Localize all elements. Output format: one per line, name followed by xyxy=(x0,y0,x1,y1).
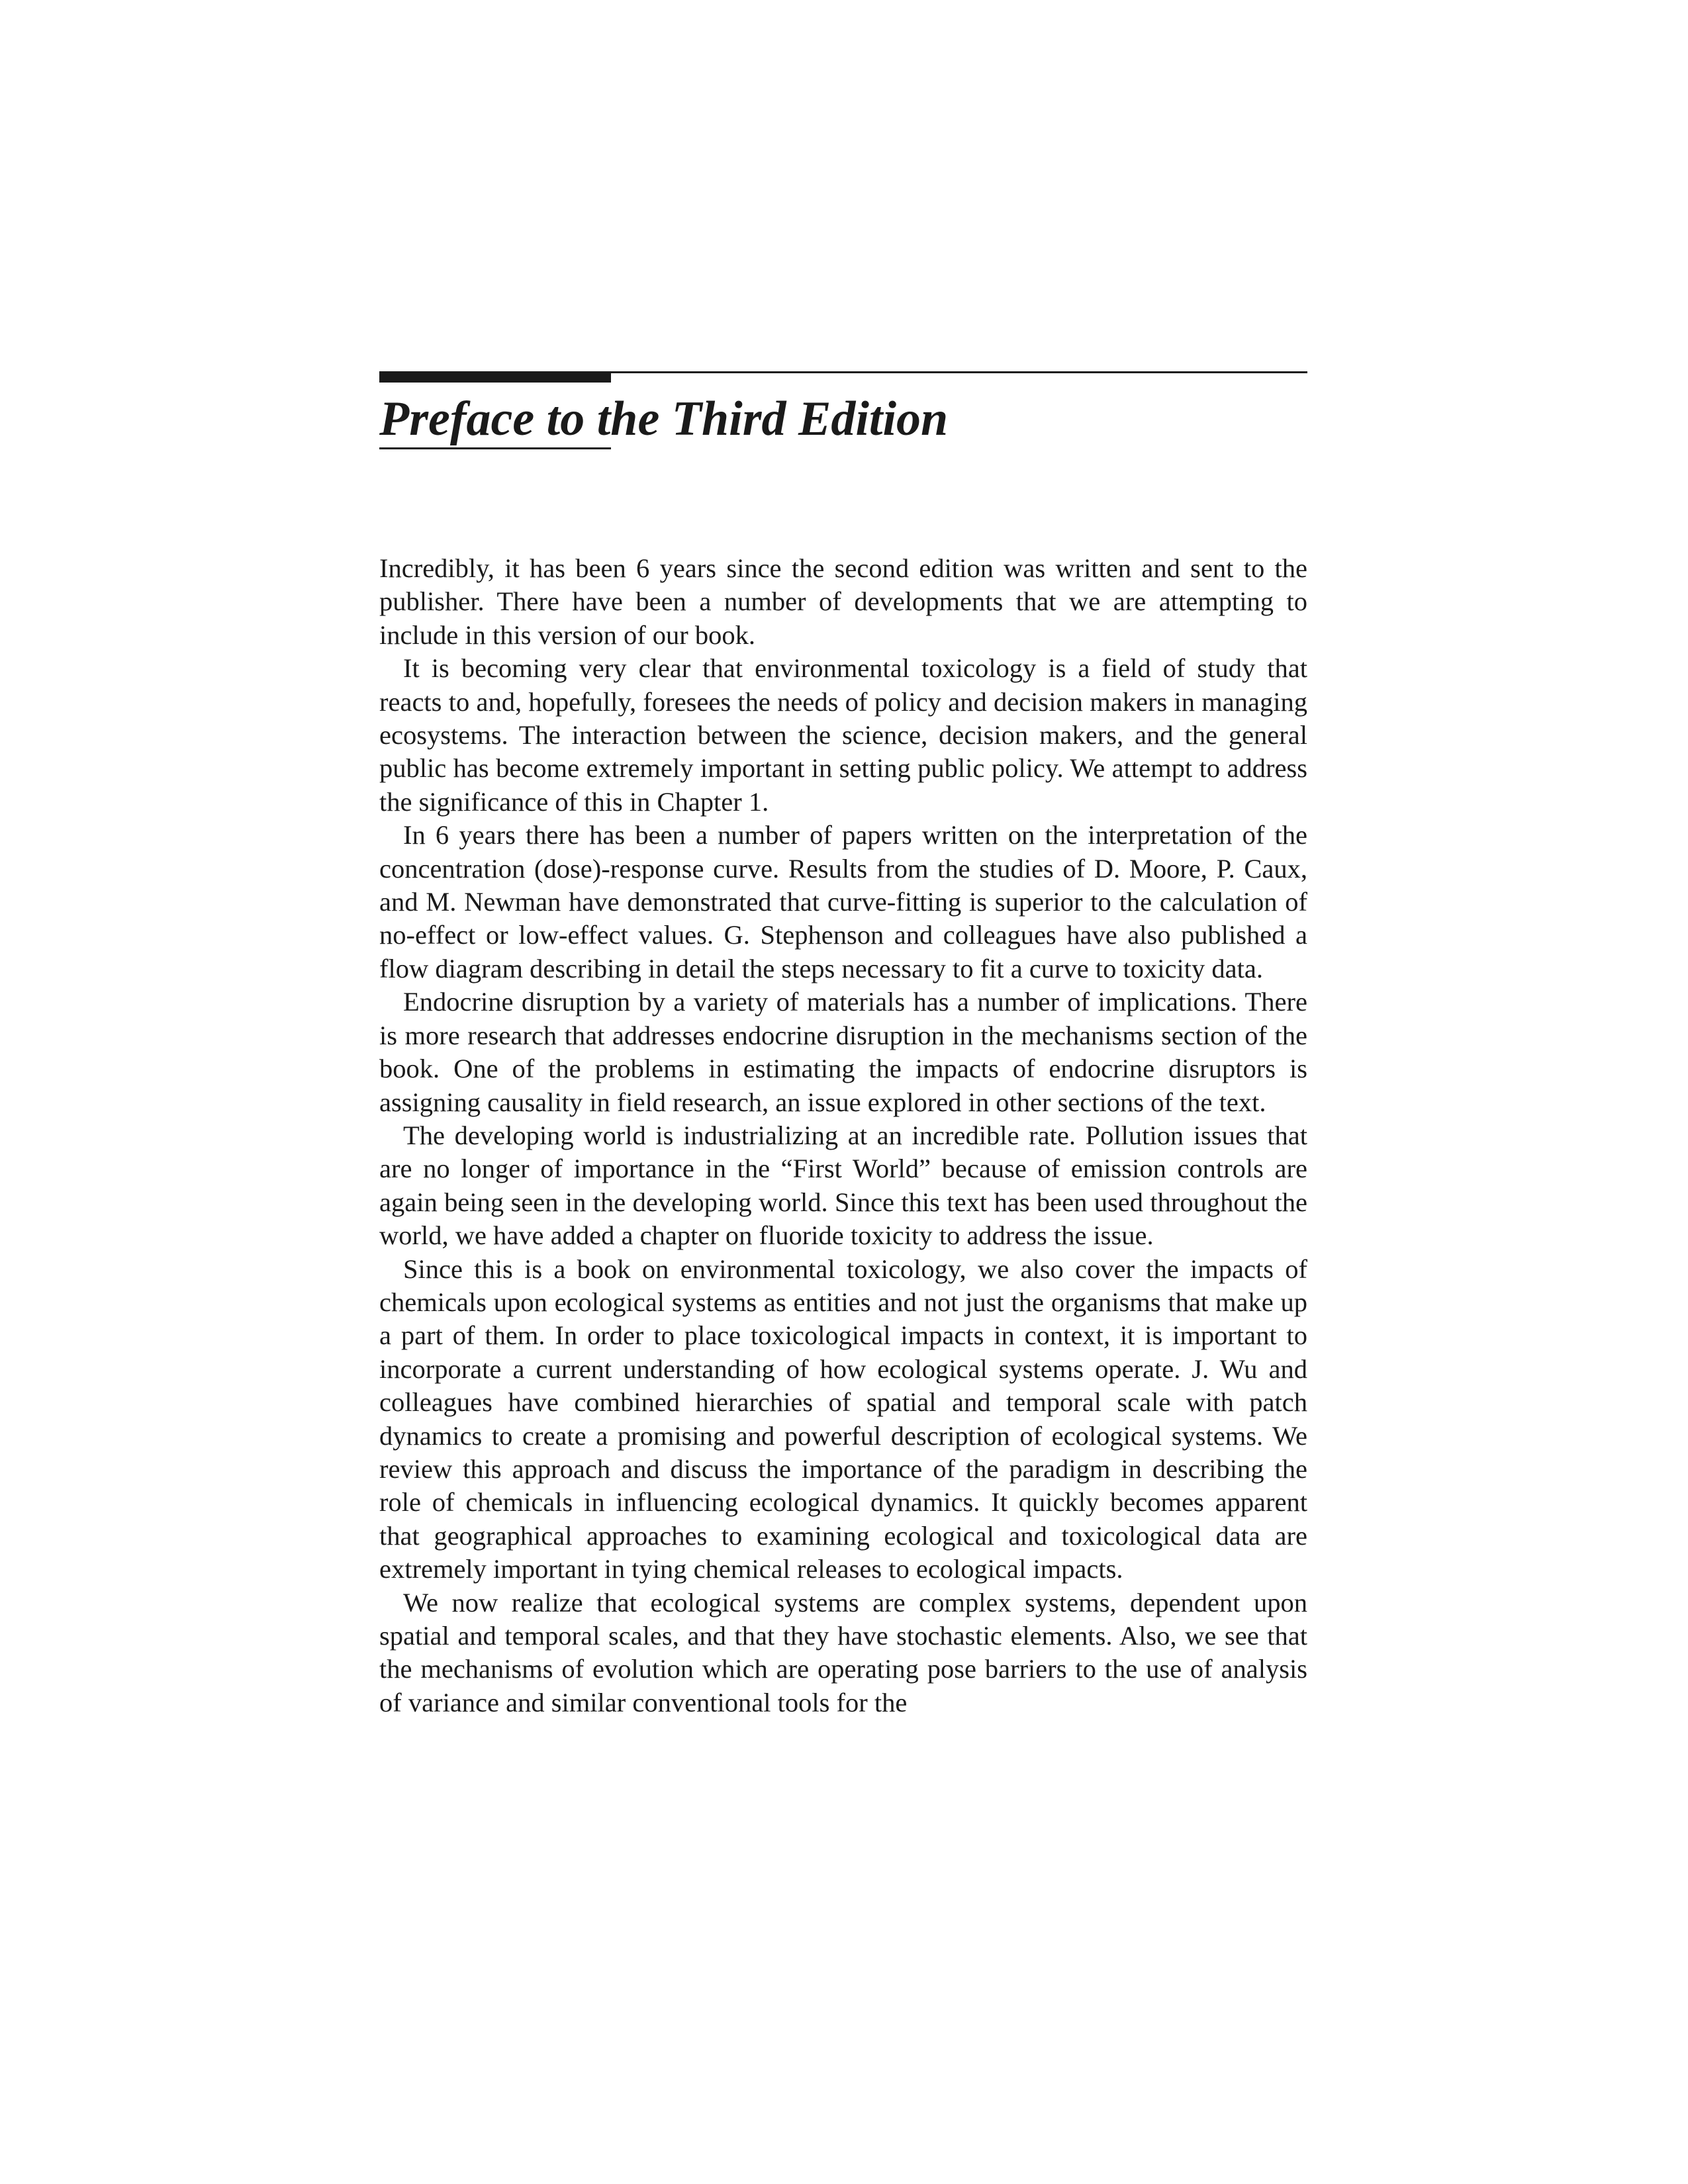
paragraph: It is becoming very clear that environmental toxicology is a field of study that reacts to and, hopefully, foresees the needs of policy and decision makers in managing ecosystems. The interaction between the science, decision makers, and the general public has become extremely important in setting public policy. We attempt to address the significance of this in Chapter 1. xyxy=(379,653,1307,817)
header-rule-accent xyxy=(379,371,611,383)
paragraph: Incredibly, it has been 6 years since the second edition was written and sent to the publisher. There have been a number of developments that we are attempting to include in this version of our book. xyxy=(379,553,1307,650)
paragraph: The developing world is industrializing at an incredible rate. Pollution issues that are no longer of importance in the “First World” because of emission controls are again being seen in the developing world. Since this text has been used throughout the world, we have added a chapter on fluoride toxicity to address the issue. xyxy=(379,1120,1307,1251)
paragraph: Since this is a book on environmental toxicology, we also cover the impacts of chemicals upon ecological systems as entities and not just the organisms that make up a part of them. In order to place toxicological impacts in context, it is important to incorporate a current understanding of how ecological systems operate. J. Wu and colleagues have combined hierarchies of spatial and temporal scale with patch dynamics to create a promising and powerful description of ecological systems. We review this approach and discuss the importance of the paradigm in describing the role of chemicals in influencing ecological dynamics. It quickly becomes apparent that geographical approaches to examining ecological and toxicological data are extremely important in tying chemical releases to ecological impacts. xyxy=(379,1253,1307,1584)
preface-body xyxy=(379,552,1307,1719)
paragraph: We now realize that ecological systems are complex systems, dependent upon spatial and temporal scales, and that they have stochastic elements. Also, we see that the mechanisms of evolution which are operating pose barriers to the use of analysis of variance and similar conventional tools for the xyxy=(379,1587,1307,1717)
paragraph: In 6 years there has been a number of papers written on the interpretation of the concentration (dose)-response curve. Results from the studies of D. Moore, P. Caux, and M. Newman have demonstrated that curve-fitting is superior to the calculation of no-effect or low-effect values. G. Stephenson and colleagues have also published a flow diagram describing in detail the steps necessary to fit a curve to toxicity data. xyxy=(379,820,1307,983)
paragraph: Endocrine disruption by a variety of materials has a number of implications. There is more research that addresses endocrine disruption in the mechanisms section of the book. One of the problems in estimating the impacts of endocrine disruptors is assigning causality in field research, an issue explored in other sections of the text. xyxy=(379,987,1307,1117)
chapter-title: Preface to the Third Edition xyxy=(379,392,949,446)
title-underline xyxy=(379,447,611,449)
